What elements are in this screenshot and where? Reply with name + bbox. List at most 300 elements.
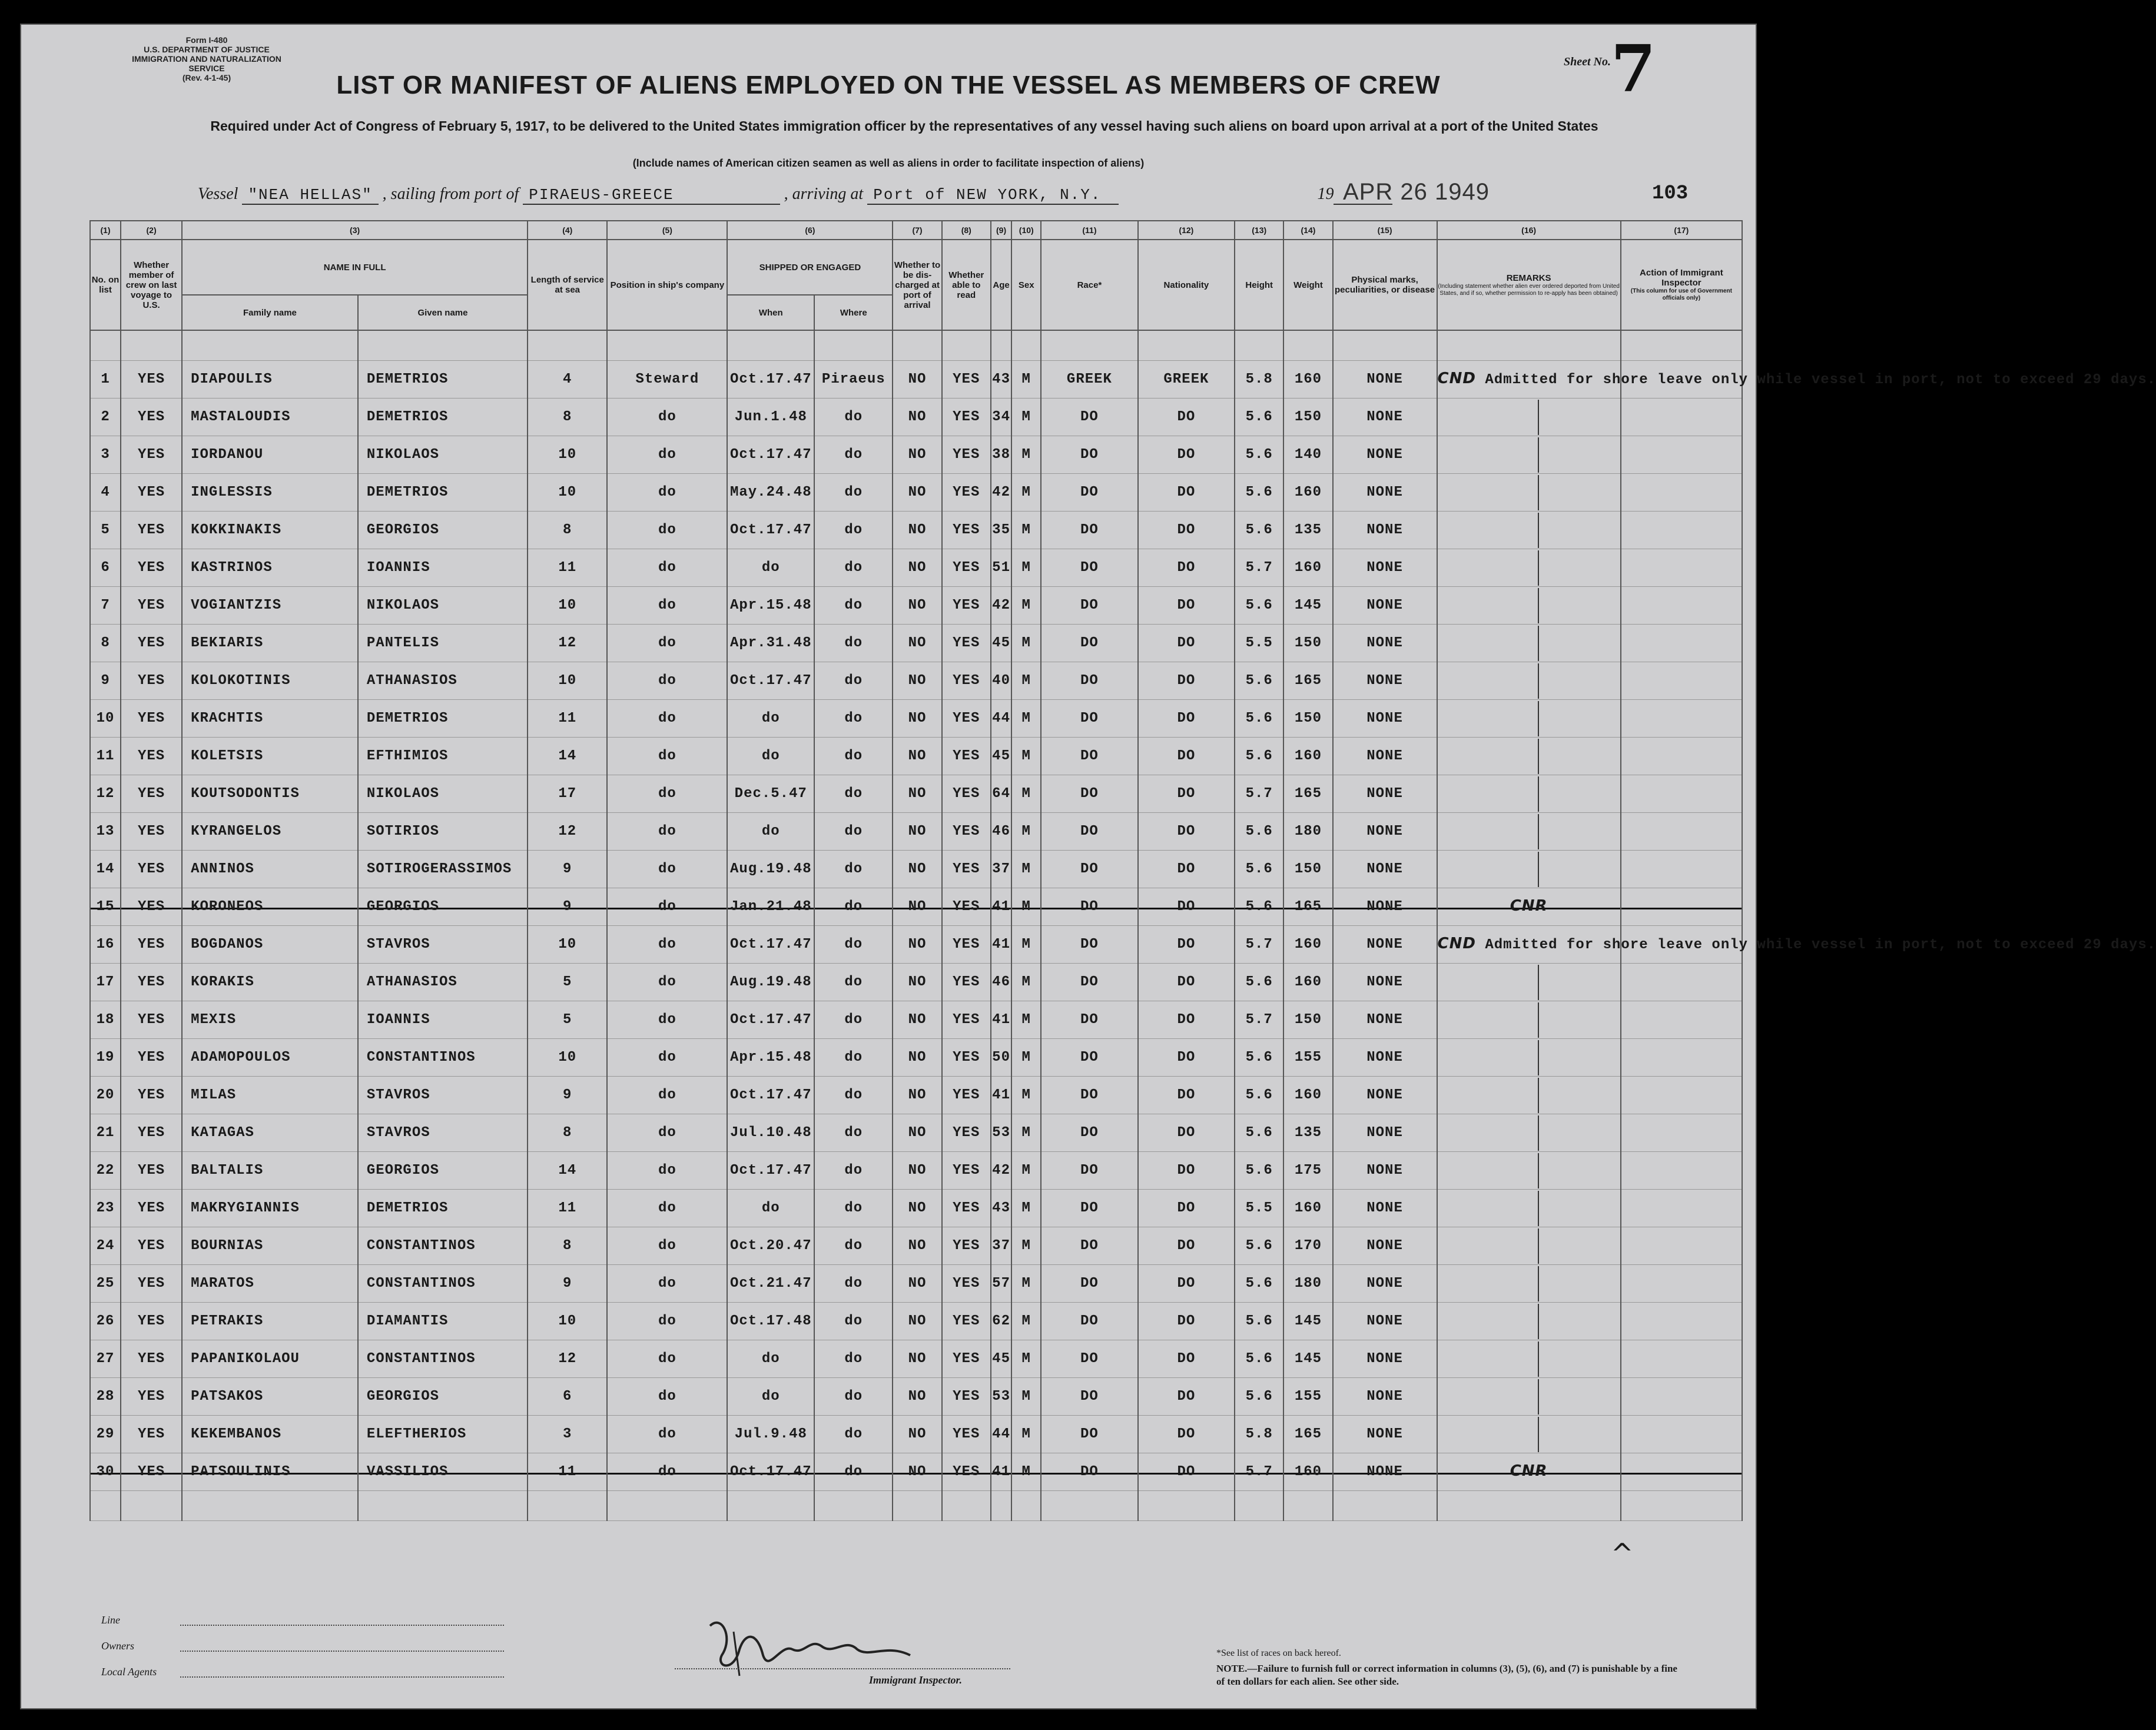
row-number: 29: [90, 1416, 121, 1453]
family-name: INGLESSIS: [182, 474, 358, 512]
spacer-cell: [991, 1491, 1011, 1521]
sex: M: [1011, 926, 1041, 964]
table-row: [90, 926, 1742, 964]
height: 5.7: [1235, 1001, 1283, 1039]
row-number: 21: [90, 1114, 121, 1152]
row-number: 3: [90, 436, 121, 474]
physical-marks: NONE: [1333, 436, 1437, 474]
nationality: GREEK: [1138, 361, 1235, 399]
given-name: IOANNIS: [358, 1001, 528, 1039]
shipped-when: Aug.19.48: [727, 964, 814, 1001]
to-be-discharged: NO: [893, 1077, 941, 1114]
length-of-service: 6: [528, 1378, 607, 1416]
weight: 145: [1283, 1340, 1332, 1378]
age: 40: [991, 662, 1011, 700]
shipped-where: do: [814, 964, 893, 1001]
length-of-service: 11: [528, 549, 607, 587]
length-of-service: 11: [528, 1190, 607, 1227]
inspector-action-cell: [1621, 1303, 1742, 1340]
able-to-read: YES: [942, 700, 991, 738]
weight: 165: [1283, 662, 1332, 700]
position: do: [607, 738, 727, 775]
length-of-service: 9: [528, 888, 607, 926]
remark-cell: [1437, 1077, 1621, 1114]
spacer-cell: [893, 330, 941, 361]
family-name: MAKRYGIANNIS: [182, 1190, 358, 1227]
header-remarks: [1437, 240, 1621, 330]
spacer-cell: [1333, 1491, 1437, 1521]
family-name: MARATOS: [182, 1265, 358, 1303]
race: DO: [1041, 399, 1137, 436]
sex: M: [1011, 549, 1041, 587]
family-name: VOGIANTZIS: [182, 587, 358, 625]
age: 53: [991, 1378, 1011, 1416]
page-number: 103: [1652, 182, 1689, 205]
inspector-action-cell: [1621, 662, 1742, 700]
ditto-bracket-icon: [1538, 513, 1620, 548]
table-row: [90, 1340, 1742, 1378]
nationality: DO: [1138, 738, 1235, 775]
page-subtitle: Required under Act of Congress of February 5, 1917, to be delivered to the United States immigration officer by the representatives of any vessel having such aliens on board upon arrival at a port of the United States: [210, 118, 1598, 134]
sex: M: [1011, 361, 1041, 399]
remark-cell: [1437, 738, 1621, 775]
inspector-action-cell: [1621, 964, 1742, 1001]
line-label: Line: [101, 1614, 121, 1626]
able-to-read: YES: [942, 1152, 991, 1190]
length-of-service: 11: [528, 1453, 607, 1491]
nationality: DO: [1138, 587, 1235, 625]
position: do: [607, 549, 727, 587]
age: 42: [991, 1152, 1011, 1190]
length-of-service: 8: [528, 1114, 607, 1152]
position: do: [607, 662, 727, 700]
nationality: DO: [1138, 474, 1235, 512]
remark-cell: [1437, 964, 1621, 1001]
family-name: MILAS: [182, 1077, 358, 1114]
sex: M: [1011, 587, 1041, 625]
sex: M: [1011, 1039, 1041, 1077]
height: 5.6: [1235, 587, 1283, 625]
shipped-where: do: [814, 775, 893, 813]
table-row: [90, 512, 1742, 549]
family-name: KOUTSODONTIS: [182, 775, 358, 813]
to-be-discharged: NO: [893, 1152, 941, 1190]
vessel-line: [198, 185, 1392, 204]
race: DO: [1041, 549, 1137, 587]
ditto-bracket-icon: [1538, 400, 1620, 435]
column-number: (7): [893, 221, 941, 240]
family-name: PATSAKOS: [182, 1378, 358, 1416]
remark-struck-mark: [1437, 888, 1621, 926]
spacer-cell: [1621, 1491, 1742, 1521]
to-be-discharged: NO: [893, 361, 941, 399]
shipped-when: Oct.17.47: [727, 1077, 814, 1114]
to-be-discharged: NO: [893, 813, 941, 851]
height: 5.6: [1235, 964, 1283, 1001]
table-row: [90, 587, 1742, 625]
length-of-service: 5: [528, 964, 607, 1001]
shipped-when: Oct.17.47: [727, 361, 814, 399]
remark-mark: CNR: [1510, 1462, 1548, 1480]
position: do: [607, 1378, 727, 1416]
ditto-bracket-icon: [1538, 550, 1620, 586]
physical-marks: NONE: [1333, 738, 1437, 775]
shipped-where: do: [814, 1152, 893, 1190]
nationality: DO: [1138, 1039, 1235, 1077]
crew-member-flag: YES: [121, 1227, 182, 1265]
crew-member-flag: YES: [121, 888, 182, 926]
table-row: [90, 1416, 1742, 1453]
age: 51: [991, 549, 1011, 587]
race: DO: [1041, 1340, 1137, 1378]
column-number: (13): [1235, 221, 1283, 240]
shipped-where: do: [814, 1303, 893, 1340]
column-number: (9): [991, 221, 1011, 240]
column-number-row: [90, 221, 1742, 240]
position: do: [607, 1077, 727, 1114]
shipped-when: Aug.19.48: [727, 851, 814, 888]
age: 37: [991, 851, 1011, 888]
weight: 150: [1283, 399, 1332, 436]
age: 41: [991, 1077, 1011, 1114]
row-number: 2: [90, 399, 121, 436]
ditto-bracket-icon: [1538, 739, 1620, 774]
physical-marks: NONE: [1333, 1001, 1437, 1039]
remark-text: Admitted for shore leave only while vessel in port, not to exceed 29 days.: [1485, 372, 2156, 388]
remark-cell: [1437, 1340, 1621, 1378]
column-number: (6): [727, 221, 893, 240]
race: DO: [1041, 813, 1137, 851]
height: 5.6: [1235, 436, 1283, 474]
physical-marks: NONE: [1333, 1227, 1437, 1265]
able-to-read: YES: [942, 1190, 991, 1227]
weight: 155: [1283, 1039, 1332, 1077]
race: DO: [1041, 1077, 1137, 1114]
physical-marks: NONE: [1333, 662, 1437, 700]
position: do: [607, 1340, 727, 1378]
shipped-when: Oct.17.47: [727, 662, 814, 700]
crew-member-flag: YES: [121, 1077, 182, 1114]
position: do: [607, 1152, 727, 1190]
family-name: ANNINOS: [182, 851, 358, 888]
ditto-bracket-icon: [1538, 1266, 1620, 1301]
remark-mark: CNR: [1510, 897, 1548, 915]
sheet-number-label: Sheet No.: [1564, 55, 1611, 68]
arrival-date-stamp: APR 26 1949: [1343, 179, 1490, 205]
shipped-where: do: [814, 1265, 893, 1303]
position: do: [607, 926, 727, 964]
physical-marks: NONE: [1333, 1190, 1437, 1227]
sex: M: [1011, 662, 1041, 700]
age: 64: [991, 775, 1011, 813]
nationality: DO: [1138, 625, 1235, 662]
table-row: [90, 888, 1742, 926]
able-to-read: YES: [942, 361, 991, 399]
to-be-discharged: NO: [893, 738, 941, 775]
race: DO: [1041, 1416, 1137, 1453]
column-number: (10): [1011, 221, 1041, 240]
shipped-where: do: [814, 474, 893, 512]
sex: M: [1011, 1340, 1041, 1378]
able-to-read: YES: [942, 1340, 991, 1378]
remark-cell: [1437, 813, 1621, 851]
inspector-action-cell: [1621, 549, 1742, 587]
sex: M: [1011, 1227, 1041, 1265]
spacer-cell: [814, 330, 893, 361]
inspector-action-cell: [1621, 888, 1742, 926]
table-row: [90, 549, 1742, 587]
header-action: [1621, 240, 1742, 330]
spacer-cell: [121, 330, 182, 361]
table-row: [90, 813, 1742, 851]
remark-cell: [1437, 851, 1621, 888]
crew-member-flag: YES: [121, 964, 182, 1001]
spacer-cell: [90, 330, 121, 361]
table-row: [90, 1114, 1742, 1152]
height: 5.6: [1235, 512, 1283, 549]
table-row: [90, 1378, 1742, 1416]
weight: 135: [1283, 1114, 1332, 1152]
table-row: [90, 436, 1742, 474]
inspector-action-cell: [1621, 1190, 1742, 1227]
length-of-service: 11: [528, 700, 607, 738]
row-number: 28: [90, 1378, 121, 1416]
age: 57: [991, 1265, 1011, 1303]
weight: 160: [1283, 549, 1332, 587]
position: do: [607, 1265, 727, 1303]
family-name: PETRAKIS: [182, 1303, 358, 1340]
crew-member-flag: YES: [121, 587, 182, 625]
shipped-where: do: [814, 436, 893, 474]
weight: 160: [1283, 926, 1332, 964]
shipped-where: do: [814, 512, 893, 549]
ditto-bracket-icon: [1538, 1078, 1620, 1113]
family-name: KASTRINOS: [182, 549, 358, 587]
inspector-action-cell: [1621, 1001, 1742, 1039]
position: do: [607, 399, 727, 436]
crew-member-flag: YES: [121, 549, 182, 587]
nationality: DO: [1138, 964, 1235, 1001]
given-name: STAVROS: [358, 1114, 528, 1152]
inspector-line: [675, 1668, 1010, 1669]
row-number: 30: [90, 1453, 121, 1491]
row-number: 7: [90, 587, 121, 625]
age: 35: [991, 512, 1011, 549]
inspector-action-cell: [1621, 1378, 1742, 1416]
to-be-discharged: NO: [893, 1114, 941, 1152]
remark-mark: CND: [1437, 370, 1476, 387]
height: 5.6: [1235, 813, 1283, 851]
nationality: DO: [1138, 1077, 1235, 1114]
able-to-read: YES: [942, 474, 991, 512]
shipped-where: do: [814, 1077, 893, 1114]
shipped-where: do: [814, 738, 893, 775]
shipped-when: Oct.17.47: [727, 512, 814, 549]
owners-field: [180, 1651, 504, 1652]
able-to-read: YES: [942, 964, 991, 1001]
ditto-bracket-icon: [1538, 814, 1620, 849]
spacer-cell: [1235, 330, 1283, 361]
shipped-when: do: [727, 1378, 814, 1416]
position: do: [607, 474, 727, 512]
header-member: Whether member of crew on last voyage to U.S.: [121, 240, 182, 330]
spacer-cell: [893, 1491, 941, 1521]
physical-marks: NONE: [1333, 474, 1437, 512]
to-be-discharged: NO: [893, 1303, 941, 1340]
position: Steward: [607, 361, 727, 399]
remark-cell: [1437, 436, 1621, 474]
to-be-discharged: NO: [893, 549, 941, 587]
row-number: 17: [90, 964, 121, 1001]
shipped-where: do: [814, 662, 893, 700]
to-be-discharged: NO: [893, 1416, 941, 1453]
table-row: [90, 1077, 1742, 1114]
physical-marks: NONE: [1333, 587, 1437, 625]
age: 43: [991, 1190, 1011, 1227]
crew-member-flag: YES: [121, 738, 182, 775]
to-be-discharged: NO: [893, 399, 941, 436]
remark-cell: [1437, 1378, 1621, 1416]
race: DO: [1041, 436, 1137, 474]
row-number: 20: [90, 1077, 121, 1114]
header-family-name: Family name: [182, 295, 358, 330]
family-name: BOURNIAS: [182, 1227, 358, 1265]
physical-marks: NONE: [1333, 1378, 1437, 1416]
row-number: 11: [90, 738, 121, 775]
shipped-when: Apr.15.48: [727, 1039, 814, 1077]
shipped-where: do: [814, 587, 893, 625]
header-length: Length of service at sea: [528, 240, 607, 330]
remark-cell: [1437, 1152, 1621, 1190]
height: 5.8: [1235, 1416, 1283, 1453]
age: 44: [991, 700, 1011, 738]
ditto-bracket-icon: [1538, 1115, 1620, 1151]
crew-member-flag: YES: [121, 1303, 182, 1340]
crew-member-flag: YES: [121, 1265, 182, 1303]
physical-marks: NONE: [1333, 625, 1437, 662]
row-number: 27: [90, 1340, 121, 1378]
race: DO: [1041, 1378, 1137, 1416]
to-be-discharged: NO: [893, 1001, 941, 1039]
weight: 160: [1283, 738, 1332, 775]
able-to-read: YES: [942, 1077, 991, 1114]
nationality: DO: [1138, 1378, 1235, 1416]
weight: 175: [1283, 1152, 1332, 1190]
able-to-read: YES: [942, 1227, 991, 1265]
races-note: *See list of races on back hereof.: [1216, 1648, 1341, 1658]
physical-marks: NONE: [1333, 964, 1437, 1001]
sex: M: [1011, 399, 1041, 436]
inspector-action-cell: [1621, 738, 1742, 775]
shipped-when: May.24.48: [727, 474, 814, 512]
crew-rows: [90, 330, 2156, 1521]
position: do: [607, 1227, 727, 1265]
shipped-where: do: [814, 1190, 893, 1227]
inspector-caret-mark: ^: [1611, 1538, 1634, 1569]
physical-marks: NONE: [1333, 1340, 1437, 1378]
family-name: KRACHTIS: [182, 700, 358, 738]
shipped-when: Dec.5.47: [727, 775, 814, 813]
weight: 140: [1283, 436, 1332, 474]
height: 5.8: [1235, 361, 1283, 399]
age: 42: [991, 474, 1011, 512]
able-to-read: YES: [942, 1416, 991, 1453]
header-age: Age: [991, 240, 1011, 330]
header-when: When: [727, 295, 814, 330]
shipped-when: Jul.9.48: [727, 1416, 814, 1453]
header-name: NAME IN FULL: [182, 240, 528, 295]
spacer-cell: [1283, 1491, 1332, 1521]
sex: M: [1011, 1001, 1041, 1039]
weight: 150: [1283, 851, 1332, 888]
crew-member-flag: YES: [121, 851, 182, 888]
sex: M: [1011, 1265, 1041, 1303]
nationality: DO: [1138, 1114, 1235, 1152]
sex: M: [1011, 625, 1041, 662]
family-name: MASTALOUDIS: [182, 399, 358, 436]
able-to-read: YES: [942, 813, 991, 851]
remark-cell: [1437, 775, 1621, 813]
spacer-cell: [1011, 1491, 1041, 1521]
able-to-read: YES: [942, 436, 991, 474]
column-number: (4): [528, 221, 607, 240]
crew-member-flag: YES: [121, 662, 182, 700]
sex: M: [1011, 1303, 1041, 1340]
family-name: ADAMOPOULOS: [182, 1039, 358, 1077]
penalty-note: NOTE.—Failure to furnish full or correct information in columns (3), (5), (6), and (7) is punishable by a fine of ten dollars for each alien. See other side.: [1216, 1663, 1677, 1687]
sex: M: [1011, 813, 1041, 851]
header-nationality: Nationality: [1138, 240, 1235, 330]
shipped-where: do: [814, 926, 893, 964]
row-number: 1: [90, 361, 121, 399]
race: DO: [1041, 851, 1137, 888]
inspector-action-cell: [1621, 813, 1742, 851]
to-be-discharged: NO: [893, 436, 941, 474]
row-number: 5: [90, 512, 121, 549]
height: 5.6: [1235, 1227, 1283, 1265]
position: do: [607, 1114, 727, 1152]
crew-member-flag: YES: [121, 775, 182, 813]
able-to-read: YES: [942, 512, 991, 549]
to-be-discharged: NO: [893, 888, 941, 926]
sex: M: [1011, 1114, 1041, 1152]
header-position: Position in ship's company: [607, 240, 727, 330]
shipped-where: do: [814, 1227, 893, 1265]
age: 38: [991, 436, 1011, 474]
able-to-read: YES: [942, 399, 991, 436]
to-be-discharged: NO: [893, 625, 941, 662]
sex: M: [1011, 1453, 1041, 1491]
to-be-discharged: NO: [893, 851, 941, 888]
age: 41: [991, 1001, 1011, 1039]
height: 5.6: [1235, 700, 1283, 738]
remark-cell: [1437, 1114, 1621, 1152]
table-row: [90, 1453, 1742, 1491]
remark-cell: [1437, 399, 1621, 436]
race: DO: [1041, 926, 1137, 964]
length-of-service: 9: [528, 1077, 607, 1114]
weight: 160: [1283, 1077, 1332, 1114]
sex: M: [1011, 888, 1041, 926]
length-of-service: 10: [528, 1039, 607, 1077]
agents-label: Local Agents: [101, 1666, 157, 1678]
sex: M: [1011, 964, 1041, 1001]
able-to-read: YES: [942, 888, 991, 926]
age: 45: [991, 738, 1011, 775]
length-of-service: 8: [528, 1227, 607, 1265]
age: 46: [991, 964, 1011, 1001]
header-read: Whether able to read: [942, 240, 991, 330]
